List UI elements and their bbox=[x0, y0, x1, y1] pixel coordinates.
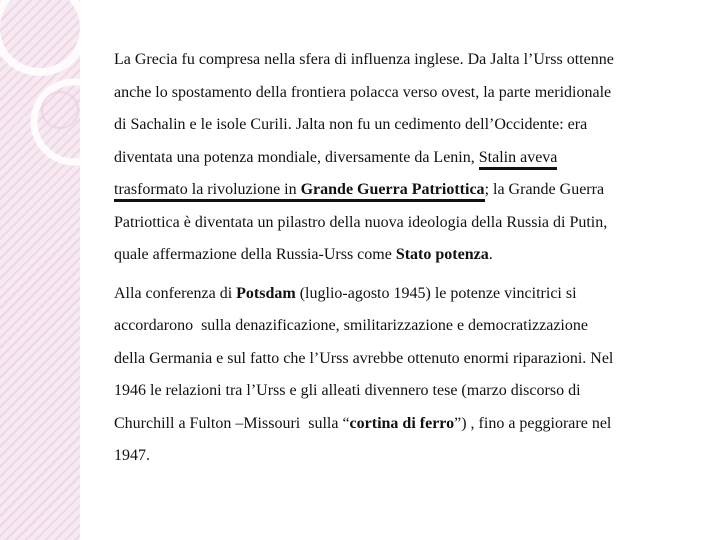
text: ; la Grande Guerra bbox=[484, 181, 605, 198]
underlined-text bbox=[114, 181, 485, 202]
text: Patriottica è diventata un pilastro della nuova ideologia della Russia di Putin, bbox=[114, 213, 608, 231]
text: di Sachalin e le isole Curili. Jalta non fu un cedimento dell’Occidente: era bbox=[114, 116, 588, 133]
text: Churchill a Fulton –Missouri sulla “ bbox=[114, 414, 350, 432]
text-line bbox=[114, 142, 686, 175]
text-line bbox=[114, 239, 686, 272]
underlined-text: Stalin aveva bbox=[479, 149, 558, 170]
text-line bbox=[114, 109, 686, 142]
text: quale affermazione della Russia-Urss come bbox=[114, 246, 396, 263]
text: accordarono sulla denazificazione, smilitarizzazione e democratizzazione bbox=[114, 317, 588, 334]
text-line bbox=[114, 44, 686, 77]
text-line bbox=[114, 343, 686, 376]
slide-body bbox=[114, 44, 686, 473]
text: della Germania e sul fatto che l’Urss avrebbe ottenuto enormi riparazioni. Nel bbox=[114, 349, 614, 367]
paragraph-jalta bbox=[114, 44, 686, 272]
bold-text: Potsdam bbox=[236, 284, 296, 302]
bold-text: cortina di ferro bbox=[349, 414, 455, 432]
text-line bbox=[114, 278, 686, 311]
text-line bbox=[114, 207, 686, 240]
text: . bbox=[488, 246, 493, 263]
text-line bbox=[114, 440, 686, 473]
bold-text: Stato potenza bbox=[395, 246, 489, 263]
text: diventata una potenza mondiale, diversamente da Lenin, bbox=[114, 148, 479, 166]
text-line bbox=[114, 77, 686, 110]
text: 1946 le relazioni tra l’Urss e gli alleati divennero tese (marzo discorso di bbox=[114, 382, 581, 399]
text: Alla conferenza di bbox=[114, 284, 237, 302]
text: trasformato la rivoluzione in bbox=[114, 181, 301, 198]
paragraph-potsdam bbox=[114, 278, 686, 473]
text-line bbox=[114, 174, 686, 207]
text-line bbox=[114, 310, 686, 343]
text-line bbox=[114, 408, 686, 441]
bold-text: Grande Guerra Patriottica bbox=[300, 181, 485, 198]
text: La Grecia fu compresa nella sfera di influenza inglese. Da Jalta l’Urss ottenne bbox=[114, 51, 614, 68]
text: ”) , fino a peggiorare nel bbox=[454, 414, 612, 432]
text: (luglio-agosto 1945) le potenze vincitrici si bbox=[295, 284, 577, 302]
text: 1947. bbox=[114, 447, 150, 464]
text-line bbox=[114, 375, 686, 408]
text: anche lo spostamento della frontiera polacca verso ovest, la parte meridionale bbox=[114, 83, 612, 101]
